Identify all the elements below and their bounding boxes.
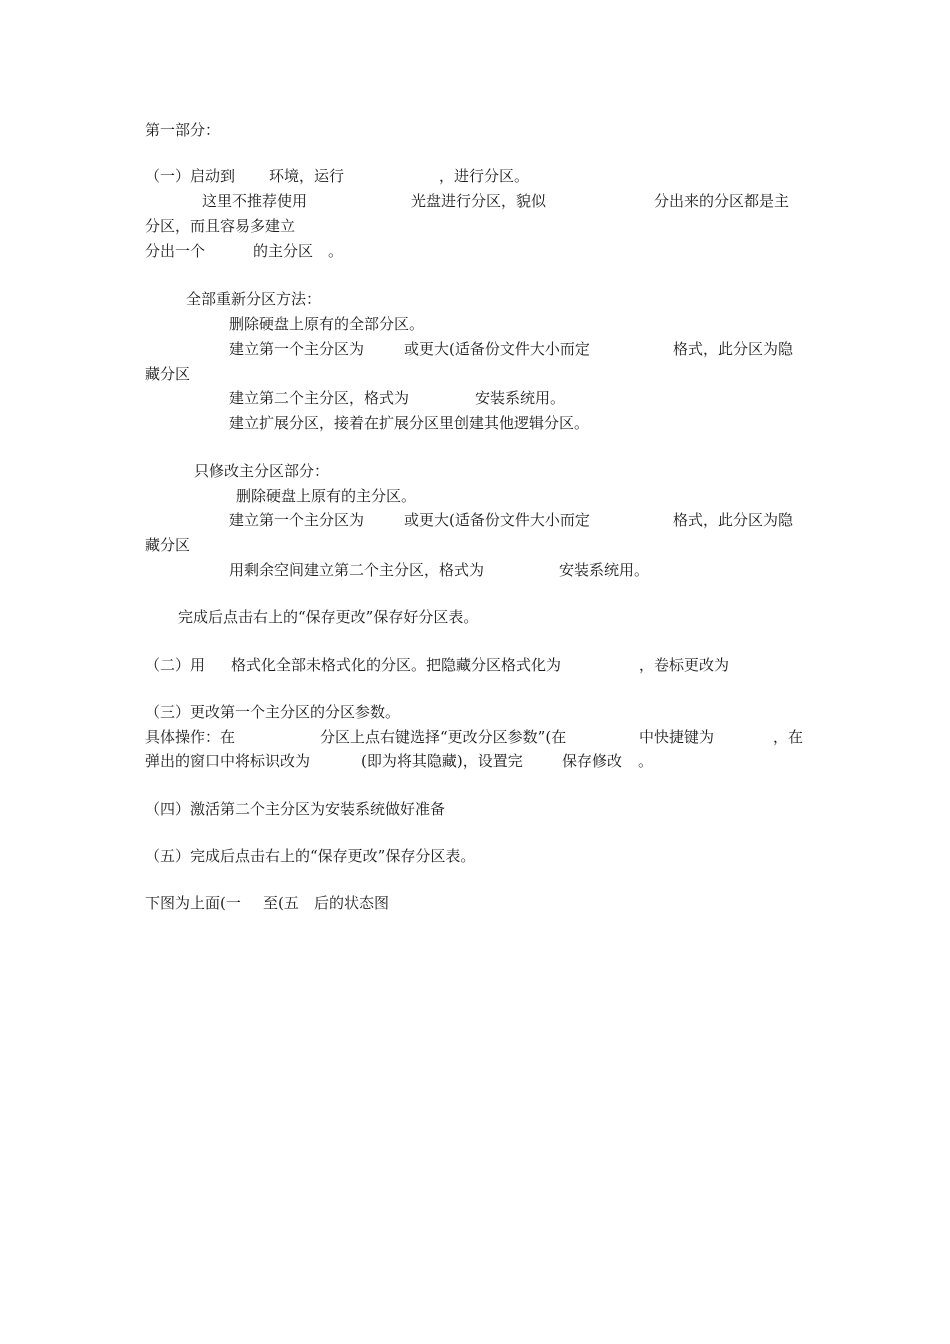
primary-step-2-part-a: 建立第一个主分区为 [229, 511, 365, 529]
step-3-detail-1-part-a: 具体操作：在 [145, 728, 236, 746]
primary-step-1: 删除硬盘上原有的主分区。 [236, 487, 417, 505]
step-1-part-b: 环境，运行 [269, 167, 345, 185]
step-5-line: （五）完成后点击右上的“保存更改”保存分区表。 [145, 847, 476, 865]
primary-method-title: 只修改主分区部分： [194, 462, 330, 480]
figure-caption-part-b: 至(五 [263, 894, 299, 912]
full-step-3-part-b: 安装系统用。 [475, 389, 566, 407]
note-line-2: 分区，而且容易多建立 [145, 217, 296, 235]
note-line-3-part-b: 的主分区 [253, 242, 314, 260]
step-2-part-b: 格式化全部未格式化的分区。把隐藏分区格式化为 [231, 656, 562, 674]
figure-caption [145, 893, 445, 913]
step-4-line: （四）激活第二个主分区为安装系统做好准备 [145, 800, 446, 818]
step-1-line [145, 166, 645, 186]
section-heading: 第一部分： [145, 121, 221, 139]
step-2-line [145, 655, 765, 675]
step-3-detail-2 [145, 751, 705, 771]
step-3-detail-1-part-d: ，在 [773, 728, 804, 746]
primary-step-2-part-c: 格式，此分区为隐 [673, 511, 794, 529]
full-step-2-part-c: 格式，此分区为隐 [673, 340, 794, 358]
step-2-part-a: （二）用 [145, 656, 206, 674]
figure-caption-part-a: 下图为上面(一 [145, 894, 241, 912]
step-3-detail-2-part-d: 。 [638, 752, 654, 770]
step-3-detail-2-part-c: 保存修改 [562, 752, 623, 770]
save-changes-note: 完成后点击右上的“保存更改”保存好分区表。 [178, 608, 479, 626]
full-method-title: 全部重新分区方法： [186, 290, 322, 308]
full-step-3-part-a: 建立第二个主分区，格式为 [229, 389, 410, 407]
step-1-part-c: ，进行分区。 [439, 167, 530, 185]
note-part-b: 光盘进行分区，貌似 [411, 192, 547, 210]
note-line-1 [145, 191, 810, 211]
full-step-2-part-b: 或更大(适备份文件大小而定 [404, 340, 590, 358]
step-3-detail-1-part-b: 分区上点右键选择“更改分区参数”(在 [320, 728, 567, 746]
note-line-3 [145, 241, 445, 261]
step-3-detail-1-part-c: 中快捷键为 [639, 728, 715, 746]
note-part-a: 这里不推荐使用 [202, 192, 308, 210]
primary-step-3-part-a: 用剩余空间建立第二个主分区，格式为 [229, 561, 485, 579]
step-3-detail-1 [145, 727, 810, 747]
primary-step-2-part-b: 或更大(适备份文件大小而定 [404, 511, 590, 529]
full-step-2 [145, 339, 810, 359]
primary-step-2-cont: 藏分区 [145, 536, 191, 554]
figure-caption-part-c: 后的状态图 [314, 894, 390, 912]
full-step-2-part-a: 建立第一个主分区为 [229, 340, 365, 358]
full-step-4: 建立扩展分区，接着在扩展分区里创建其他逻辑分区。 [229, 414, 590, 432]
primary-step-3 [145, 560, 705, 580]
step-3-title: （三）更改第一个主分区的分区参数。 [145, 703, 401, 721]
full-step-2-cont: 藏分区 [145, 365, 191, 383]
primary-step-3-part-b: 安装系统用。 [559, 561, 650, 579]
step-1-part-a: （一）启动到 [145, 167, 236, 185]
primary-step-2 [145, 510, 810, 530]
full-step-1: 删除硬盘上原有的全部分区。 [229, 315, 425, 333]
note-line-3-part-c: 。 [328, 242, 344, 260]
step-3-detail-2-part-a: 弹出的窗口中将标识改为 [145, 752, 311, 770]
step-3-detail-2-part-b: (即为将其隐藏)，设置完 [361, 752, 523, 770]
step-2-part-c: ，卷标更改为 [639, 656, 730, 674]
note-line-3-part-a: 分出一个 [145, 242, 206, 260]
full-step-3 [145, 388, 645, 408]
note-part-c: 分出来的分区都是主 [654, 192, 790, 210]
